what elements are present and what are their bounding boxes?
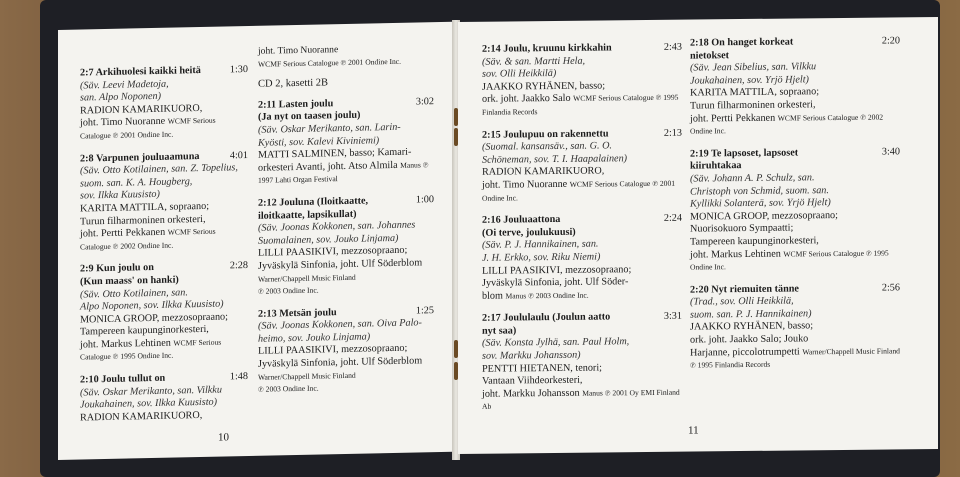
track-duration: 2:24 bbox=[663, 212, 682, 224]
track-heading bbox=[690, 35, 900, 62]
track-catalogue: Warner/Chappell Music Finland ℗ 1995 Finlandia Records bbox=[690, 346, 900, 370]
track-performers: JAAKKO RYHÄNEN, basso; ork. joht. Jaakko Salo WCMF Serious Catalogue ℗ 1995 Finlandia Records bbox=[482, 80, 679, 117]
track-credits: (Säv. Jean Sibelius, san. Vilkku Joukahainen, sov. Yrjö Hjelt) bbox=[690, 61, 817, 87]
track-duration: 3:31 bbox=[663, 310, 682, 323]
track-catalogue: Manus ℗ 1997 Lahti Organ Festival bbox=[258, 159, 429, 186]
track-title: 2:8 Varpunen jouluaamuna bbox=[80, 150, 200, 165]
track-performers: RADION KAMARIKUORO, joht. Timo Nuoranne WCMF Serious Catalogue ℗ 2001 Ondine Inc. bbox=[482, 165, 676, 203]
track-catalogue: WCMF Serious Catalogue ℗ 2002 Ondine Inc. bbox=[80, 226, 216, 252]
track-credits: (Säv. Oskar Merikanto, san. Vilkku Joukahainen, sov. Ilkka Kuusisto) bbox=[80, 384, 222, 411]
track-entry bbox=[258, 194, 434, 298]
track-performers: LILLI PAASIKIVI, mezzosopraano; Jyväskylä Sinfonia, joht. Ulf Söder- blom Manus ℗ 2003 Ondine Inc. bbox=[482, 263, 632, 302]
track-catalogue: WCMF Serious Catalogue ℗ 2002 Ondine Inc. bbox=[690, 112, 884, 136]
track-performers: KARITA MATTILA, sopraano; Turun filharmoninen orkesteri, joht. Pertti Pekkanen WCMF Serious Catalogue ℗ 2002 Ondine Inc. bbox=[80, 200, 216, 252]
track-entry bbox=[482, 311, 682, 414]
track-title: 2:19 Te lapsoset, lapsoset kiiruhtakaa bbox=[690, 147, 799, 172]
track-title: 2:13 Metsän joulu bbox=[258, 306, 337, 320]
track-credits: (Säv. & san. Martti Hela, sov. Olli Heikkilä) bbox=[482, 55, 586, 80]
track-title: 2:18 On hanget korkeat nietokset bbox=[690, 36, 794, 62]
track-heading bbox=[482, 311, 682, 338]
booklet-page-left bbox=[58, 22, 453, 460]
track-title: 2:17 Joululaulu (Joulun aatto nyt saa) bbox=[482, 311, 611, 337]
track-performers: LILLI PAASIKIVI, mezzosopraano; Jyväskylä Sinfonia, joht. Ulf Söderblom Warner/Chappell Music Finland ℗ 2003 Ondine Inc. bbox=[258, 343, 423, 395]
left-column-2 bbox=[258, 42, 434, 407]
track-entry bbox=[80, 371, 248, 425]
track-entry bbox=[690, 146, 900, 274]
track-credits: (Säv. Oskar Merikanto, san. Larin- Kyösti, sov. Kalevi Kiviniemi) bbox=[258, 121, 401, 149]
track-entry bbox=[258, 305, 434, 397]
track-duration: 3:02 bbox=[415, 95, 434, 108]
track-entry bbox=[80, 260, 248, 364]
track-catalogue: WCMF Serious Catalogue ℗ 2001 Ondine Inc. bbox=[80, 116, 216, 141]
track-performers: MATTI SALMINEN, basso; Kamari- orkesteri Avanti, joht. Atso Almila Manus ℗ 1997 Lahti Organ Festival bbox=[258, 146, 429, 186]
track-performers: MONICA GROOP, mezzosopraano; Nuorisokuoro Sympaatti; Tampereen kaupunginorkesteri, joht. Markus Lehtinen WCMF Serious Catalogue ℗ 1995 Ondine Inc. bbox=[690, 209, 889, 272]
page-number-left: 10 bbox=[218, 431, 229, 444]
track-catalogue: Manus ℗ 2003 Ondine Inc. bbox=[505, 290, 589, 301]
track-catalogue: Manus ℗ 2001 Oy EMI Finland Ab bbox=[482, 387, 680, 412]
left-column-1 bbox=[80, 64, 248, 435]
track-entry bbox=[482, 213, 682, 303]
track-title: 2:14 Joulu, kruunu kirkkahin bbox=[482, 42, 612, 55]
continuation-text: joht. Timo Nuoranne WCMF Serious Catalogue ℗ 2001 Ondine Inc. bbox=[258, 44, 402, 69]
track-performers: RADION KAMARIKUORO, joht. Timo Nuoranne WCMF Serious Catalogue ℗ 2001 Ondine Inc. bbox=[80, 102, 216, 141]
track-credits: (Suomal. kansansäv., san. G. O. Schöneman, sov. T. I. Haapalainen) bbox=[482, 140, 628, 166]
right-column-1 bbox=[482, 42, 682, 424]
track-heading bbox=[80, 260, 248, 289]
track-credits: (Säv. Johann A. P. Schulz, san. Christoph von Schmid, suom. san. Kyllikki Solanterä, sov. Yrjö Hjelt) bbox=[690, 172, 831, 210]
track-catalogue: WCMF Serious Catalogue ℗ 1995 Finlandia Records bbox=[482, 93, 679, 117]
track-title: 2:12 Jouluna (Iloitkaatte, iloitkaatte, lapsikullat) bbox=[258, 195, 369, 222]
cd-heading: CD 2, kasetti 2B bbox=[258, 77, 328, 90]
track-entry bbox=[80, 150, 248, 254]
track-catalogue: Warner/Chappell Music Finland ℗ 2003 Ondine Inc. bbox=[258, 272, 356, 296]
track-title: 2:16 Jouluaattona (Oi terve, joulukuusi) bbox=[482, 214, 576, 239]
track-catalogue: WCMF Serious Catalogue ℗ 2001 Ondine Inc. bbox=[482, 178, 676, 203]
track-credits: (Säv. Leevi Madetoja, san. Alpo Noponen) bbox=[80, 78, 169, 104]
track-credits: (Trad., sov. Olli Heikkilä, suom. san. P. J. Hannikainen) bbox=[690, 295, 812, 321]
track-title: 2:7 Arkihuolesi kaikki heitä bbox=[80, 65, 201, 79]
track-duration: 2:13 bbox=[663, 127, 682, 139]
track-entry bbox=[80, 64, 248, 143]
track-duration: 1:25 bbox=[415, 304, 434, 317]
track-title: 2:9 Kun joulu on (Kun maass' on hanki) bbox=[80, 262, 179, 288]
track-duration: 1:30 bbox=[229, 64, 248, 76]
track-entry bbox=[690, 282, 900, 372]
track-duration: 2:20 bbox=[881, 35, 900, 47]
track-performers: KARITA MATTILA, sopraano; Turun filharmoninen orkesteri, joht. Pertti Pekkanen WCMF Serious Catalogue ℗ 2002 Ondine Inc. bbox=[690, 86, 884, 136]
right-column-2 bbox=[690, 35, 900, 382]
track-entry bbox=[482, 42, 682, 120]
booklet-page-right bbox=[458, 17, 938, 454]
track-heading bbox=[690, 146, 900, 173]
track-duration: 1:48 bbox=[229, 371, 248, 383]
track-duration: 2:43 bbox=[663, 41, 682, 53]
track-duration: 2:56 bbox=[881, 282, 900, 294]
track-catalogue: WCMF Serious Catalogue ℗ 1995 Ondine Inc. bbox=[80, 337, 222, 363]
track-credits: (Säv. P. J. Hannikainen, san. J. H. Erkko, sov. Riku Niemi) bbox=[482, 238, 601, 264]
track-title: 2:10 Joulu tullut on bbox=[80, 372, 166, 386]
track-duration: 3:40 bbox=[881, 146, 900, 158]
track-credits: (Säv. Otto Kotilainen, san. Alpo Noponen, sov. Ilkka Kuusisto) bbox=[80, 286, 224, 313]
track-title: 2:20 Nyt riemuiten tänne bbox=[690, 283, 799, 296]
track-catalogue: Warner/Chappell Music Finland ℗ 2003 Ondine Inc. bbox=[258, 370, 356, 395]
track-credits: (Säv. Otto Kotilainen, san. Z. Topelius, suom. san. K. A. Hougberg, sov. Ilkka Kuusisto) bbox=[80, 162, 238, 202]
track-entry bbox=[482, 127, 682, 205]
track-credits: (Säv. Konsta Jylhä, san. Paul Holm, sov. Markku Johansson) bbox=[482, 336, 630, 362]
track-duration: 1:00 bbox=[415, 194, 434, 206]
track-performers: MONICA GROOP, mezzosopraano; Tampereen kaupunginorkesteri, joht. Markus Lehtinen WCMF Serious Catalogue ℗ 1995 Ondine Inc. bbox=[80, 311, 228, 363]
track-catalogue: WCMF Serious Catalogue ℗ 1995 Ondine Inc. bbox=[690, 247, 889, 272]
track-duration: 4:01 bbox=[229, 149, 248, 161]
track-duration: 2:28 bbox=[229, 260, 248, 272]
track-heading bbox=[258, 194, 434, 223]
track-performers: RADION KAMARIKUORO, bbox=[80, 409, 203, 424]
track-heading bbox=[258, 96, 434, 125]
track-title: 2:15 Joulupuu on rakennettu bbox=[482, 127, 609, 141]
track-performers: LILLI PAASIKIVI, mezzosopraano; Jyväskylä Sinfonia, joht. Ulf Söderblom Warner/Chappell Music Finland ℗ 2003 Ondine Inc. bbox=[258, 244, 423, 296]
track-title: 2:11 Lasten joulu (Ja nyt on taasen joulu) bbox=[258, 98, 361, 124]
track-credits: (Säv. Joonas Kokkonen, san. Johannes Suomalainen, sov. Jouko Linjama) bbox=[258, 219, 416, 247]
track-performers: PENTTI HIETANEN, tenori; Vantaan Viihdeorkesteri, joht. Markku Johansson Manus ℗ 2001 Oy EMI Finland Ab bbox=[482, 362, 680, 412]
track-performers: JAAKKO RYHÄNEN, basso; ork. joht. Jaakko Salo; Jouko Harjanne, piccolotrumpetti Warner/Chappell Music Finland ℗ 1995 Finlandia Records bbox=[690, 320, 900, 370]
page-number-right: 11 bbox=[688, 424, 699, 437]
track-heading bbox=[482, 213, 682, 240]
track-entry bbox=[690, 35, 900, 138]
track-credits: (Säv. Joonas Kokkonen, san. Oiva Palo- heimo, sov. Jouko Linjama) bbox=[258, 317, 422, 345]
track-entry bbox=[258, 96, 434, 188]
